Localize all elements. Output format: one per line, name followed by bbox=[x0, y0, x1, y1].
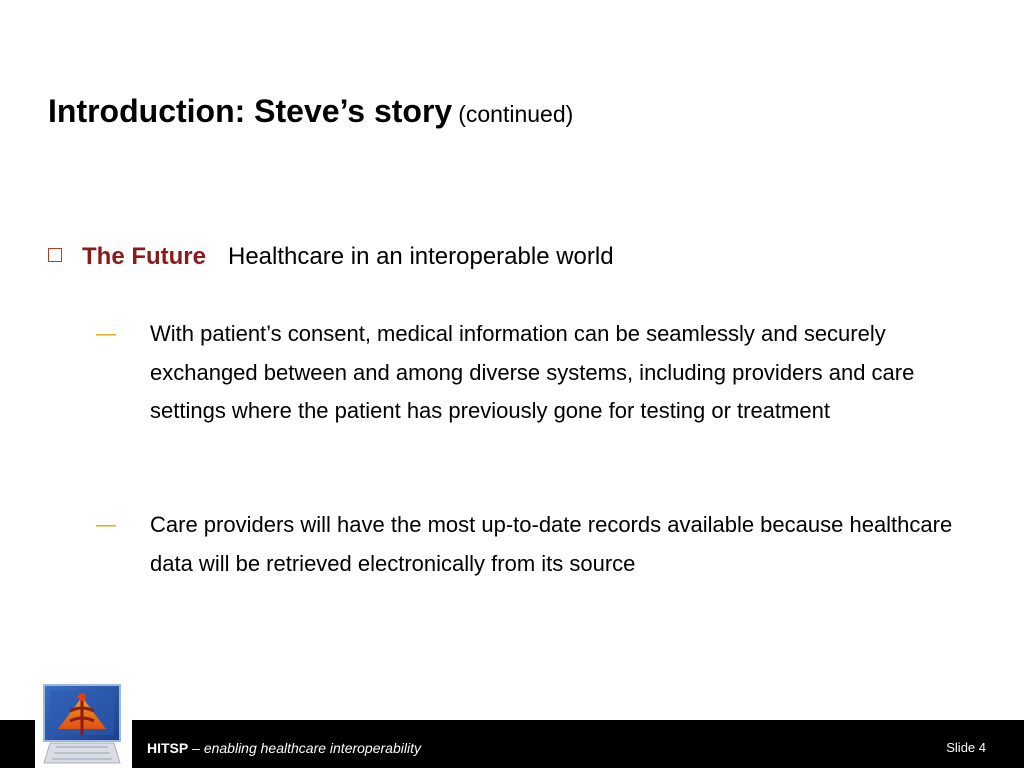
sub-bullet-2 bbox=[96, 506, 976, 583]
sub-bullet-1 bbox=[96, 315, 976, 431]
footer-tagline bbox=[147, 740, 421, 756]
sub-bullet-text: With patient’s consent, medical information can be seamlessly and securely exchanged between and among diverse systems, including providers and care settings where the patient has previously gone for testing or treatment bbox=[150, 321, 915, 423]
bullet-text: Healthcare in an interoperable world bbox=[228, 243, 614, 270]
square-bullet-icon bbox=[48, 248, 62, 262]
slide-title-suffix: (continued) bbox=[458, 101, 574, 127]
footer-tagline-text: enabling healthcare interoperability bbox=[203, 740, 421, 756]
slide-number: Slide 4 bbox=[946, 740, 986, 755]
bullet-lead: The Future bbox=[82, 243, 206, 270]
footer-separator: – bbox=[188, 740, 204, 756]
dash-bullet-icon: — bbox=[96, 514, 116, 536]
slide-title bbox=[48, 93, 573, 130]
main-bullet bbox=[48, 240, 614, 274]
dash-bullet-icon: — bbox=[96, 323, 116, 345]
slide-title-main: Introduction: Steve’s story bbox=[48, 93, 453, 129]
hitsp-logo-icon bbox=[42, 683, 122, 767]
sub-bullet-text: Care providers will have the most up-to-date records available because healthcare data will be retrieved electronically from its source bbox=[150, 512, 953, 576]
footer-brand: HITSP bbox=[147, 740, 189, 756]
